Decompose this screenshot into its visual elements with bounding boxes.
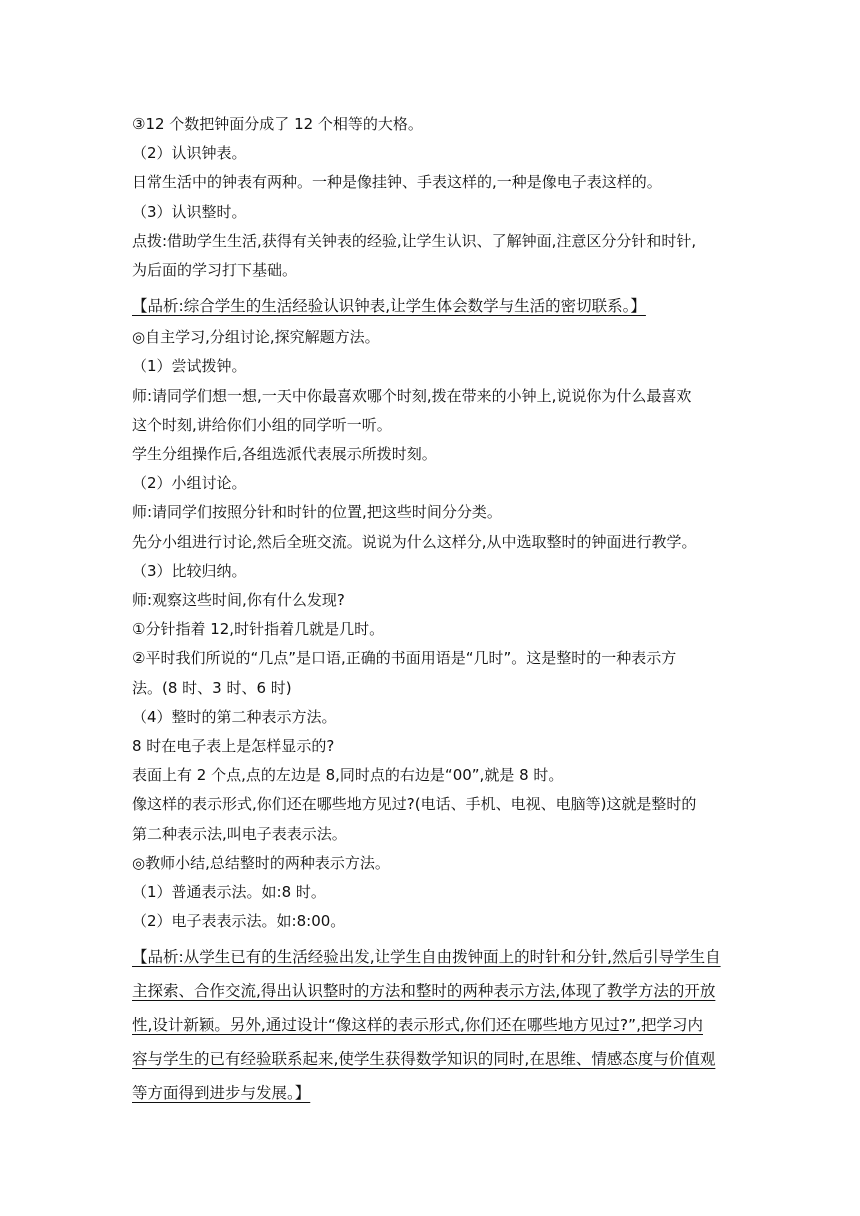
text-line: （2）电子表表示法。如:8:00。 [132,912,346,931]
analysis-note-line: 容与学生的已有经验联系起来,使学生获得数学知识的同时,在思维、情感态度与价值观 [132,1050,716,1069]
text-line: 像这样的表示形式,你们还在哪些地方见过?(电话、手机、电视、电脑等)这就是整时的 [132,795,697,814]
text-line: 师:请同学们想一想,一天中你最喜欢哪个时刻,拨在带来的小钟上,说说你为什么最喜欢 [132,386,692,405]
text-line: 先分小组进行讨论,然后全班交流。说说为什么这样分,从中选取整时的钟面进行教学。 [132,532,697,551]
text-line: ◎自主学习,分组讨论,探究解题方法。 [132,328,380,347]
text-line: 日常生活中的钟表有两种。一种是像挂钟、手表这样的,一种是像电子表这样的。 [132,173,662,192]
text-line: 法。(8 时、3 时、6 时) [132,678,292,697]
text-line: ◎教师小结,总结整时的两种表示方法。 [132,853,390,872]
text-line: ①分针指着 12,时针指着几就是几时。 [132,620,385,639]
text-line: （3）比较归纳。 [132,561,247,580]
text-line: 学生分组操作后,各组选派代表展示所拨时刻。 [132,445,437,464]
analysis-note-line: 主探索、合作交流,得出认识整时的方法和整时的两种表示方法,体现了教学方法的开放 [132,982,716,1001]
text-line: （1）尝试拨钟。 [132,357,247,376]
text-line: 表面上有 2 个点,点的左边是 8,同时点的右边是“00”,就是 8 时。 [132,766,564,785]
text-line: 为后面的学习打下基础。 [132,261,298,280]
analysis-note-line: 【品析:从学生已有的生活经验出发,让学生自由拨钟面上的时针和分针,然后引导学生自 [132,948,721,967]
text-line: （1）普通表示法。如:8 时。 [132,883,326,902]
text-line: 点拨:借助学生生活,获得有关钟表的经验,让学生认识、了解钟面,注意区分分针和时针, [132,231,697,250]
text-line: （2）小组讨论。 [132,474,247,493]
analysis-note-line: 性,设计新颖。另外,通过设计“像这样的表示形式,你们还在哪些地方见过?”,把学习内 [132,1016,703,1035]
analysis-note: 【品析:综合学生的生活经验认识钟表,让学生体会数学与生活的密切联系。】 [132,297,646,316]
text-line: ③12 个数把钟面分成了 12 个相等的大格。 [132,115,423,133]
text-line: ②平时我们所说的“几点”是口语,正确的书面用语是“几时”。这是整时的一种表示方 [132,649,677,668]
text-line: 8 时在电子表上是怎样显示的? [132,737,335,756]
text-line: 这个时刻,讲给你们小组的同学听一听。 [132,415,392,434]
text-line: 师:观察这些时间,你有什么发现? [132,591,345,610]
text-line: 师:请同学们按照分针和时针的位置,把这些时间分分类。 [132,503,502,522]
document-body [132,110,732,1110]
text-line: （3）认识整时。 [132,202,247,221]
text-line: 第二种表示法,叫电子表表示法。 [132,824,347,843]
text-line: （2）认识钟表。 [132,144,247,163]
analysis-note-line: 等方面得到进步与发展。】 [132,1084,311,1103]
text-line: （4）整时的第二种表示方法。 [132,707,337,726]
